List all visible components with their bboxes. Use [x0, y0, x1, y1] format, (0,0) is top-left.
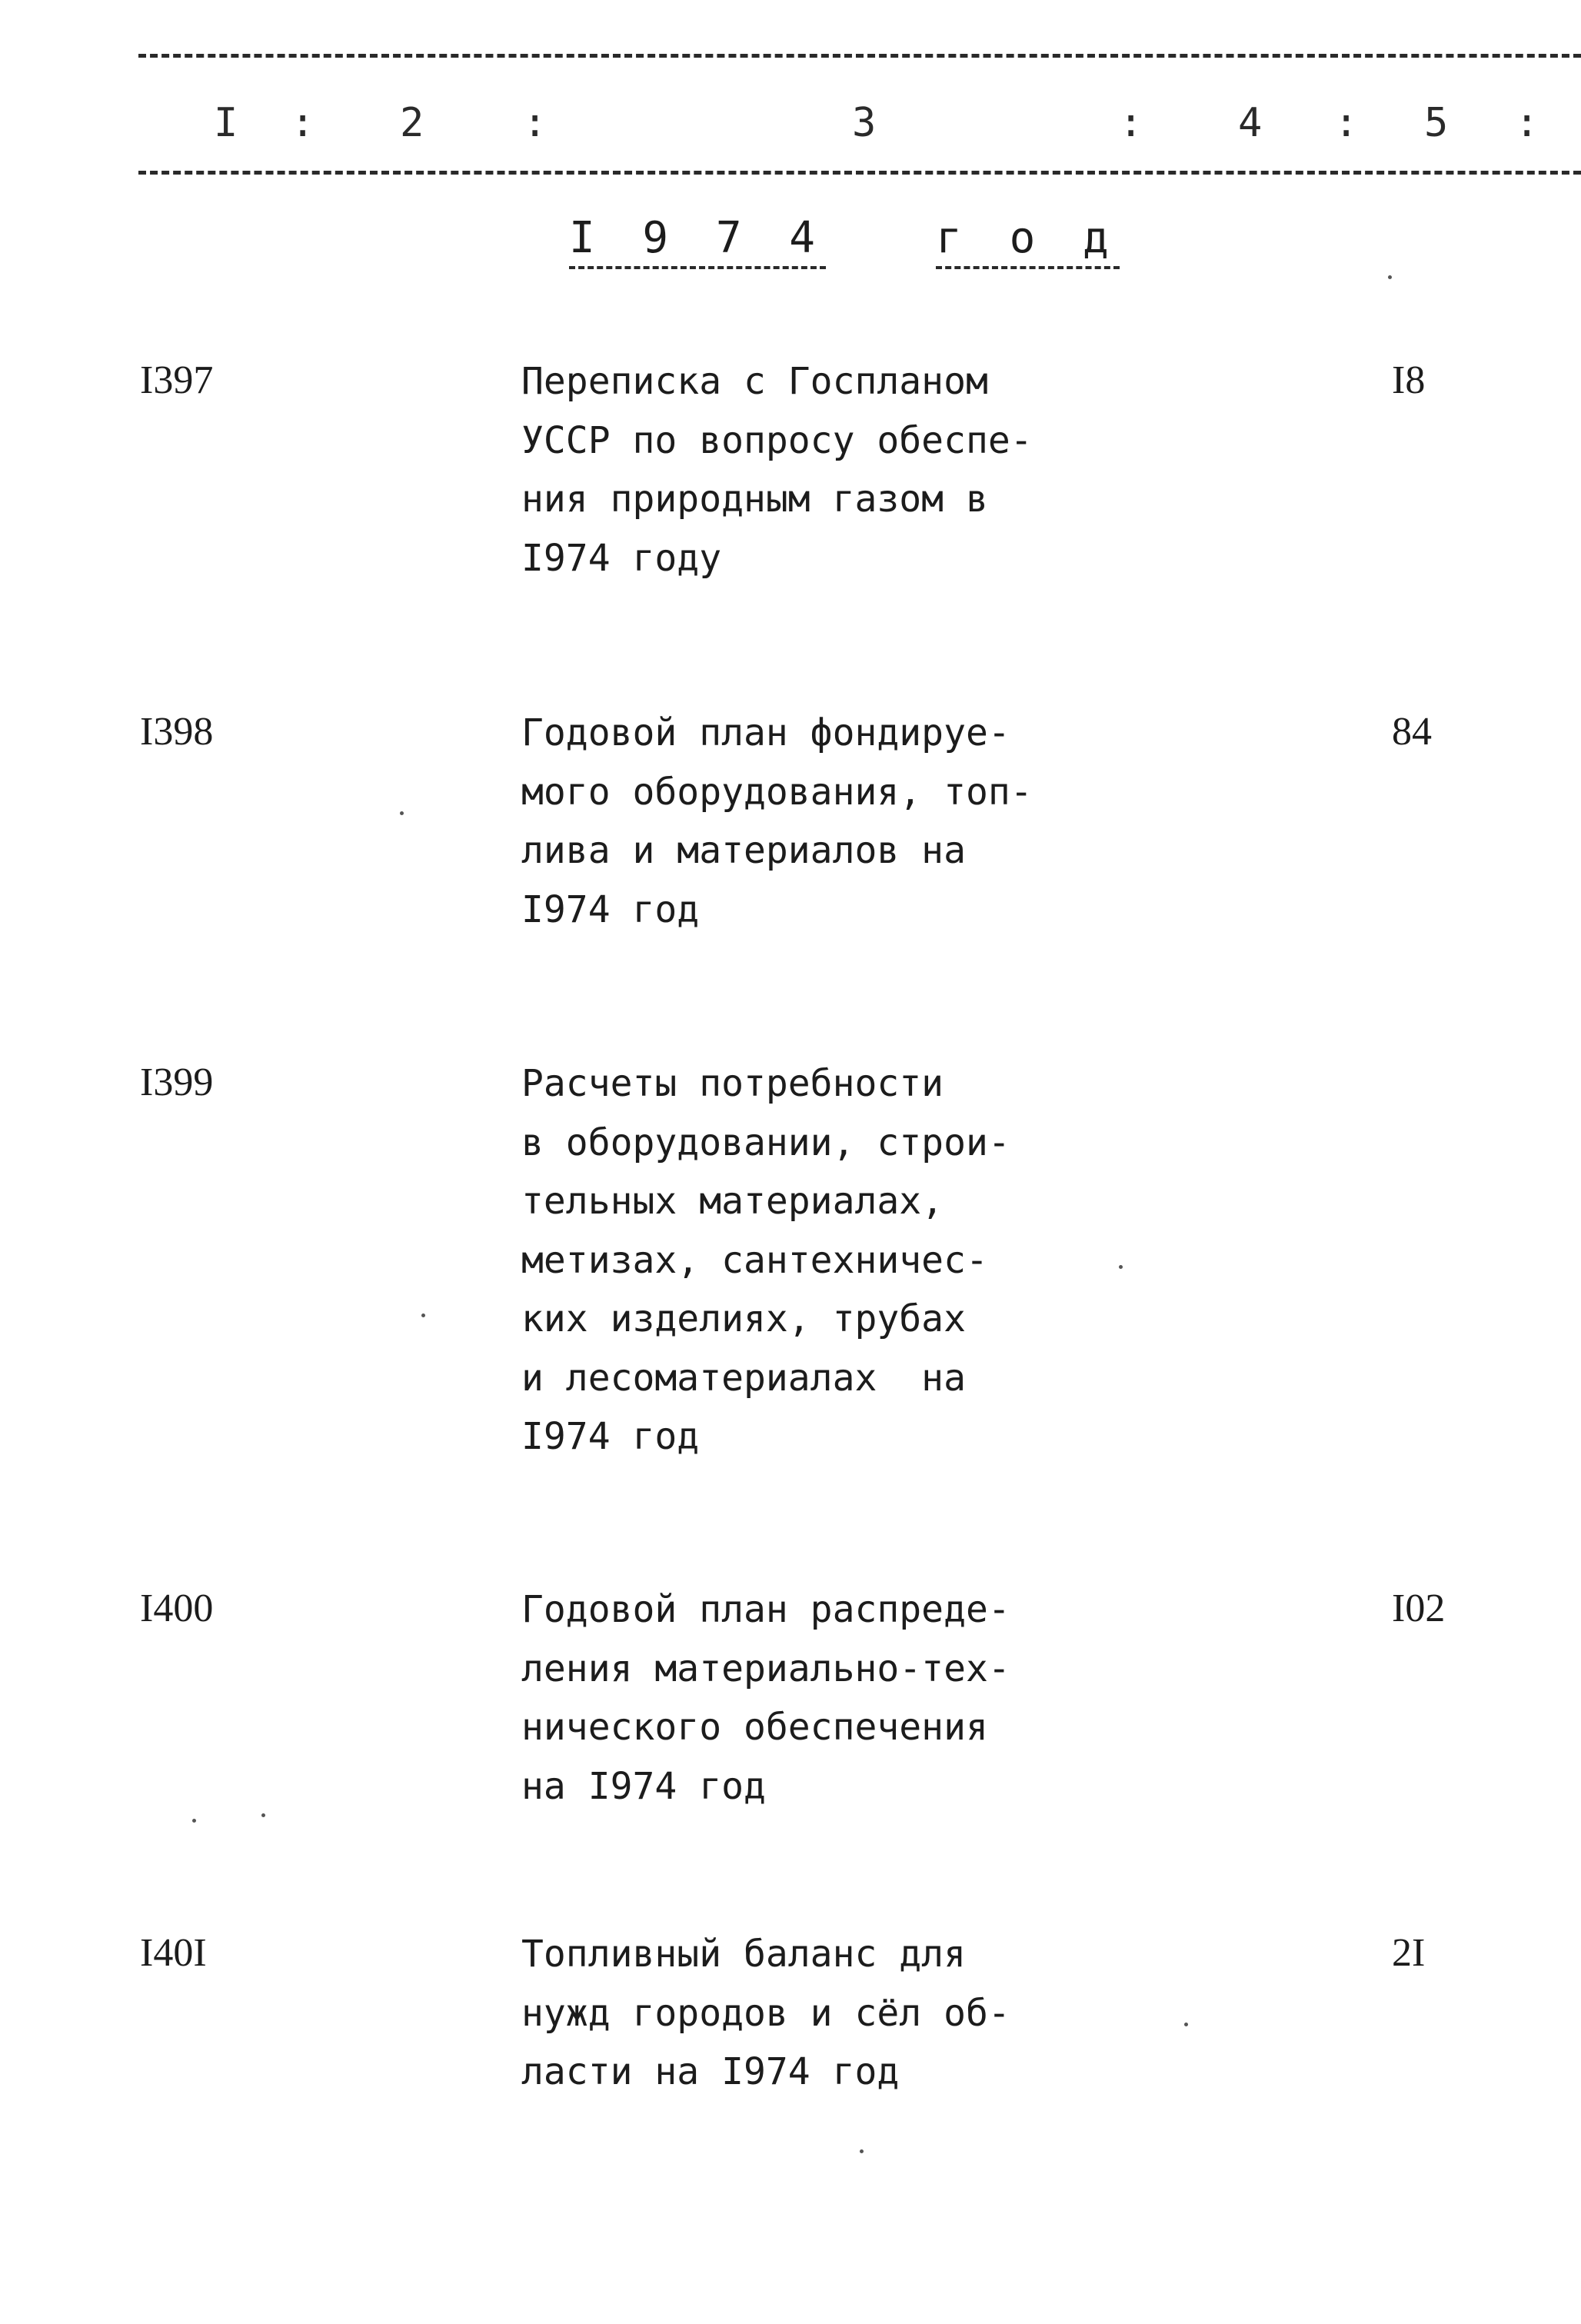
section-year-heading — [569, 211, 1120, 265]
entry-title-line: Переписка с Госпланом — [521, 360, 988, 403]
entry-title-line: Расчеты потребности — [521, 1062, 944, 1105]
entry-title-line: I974 год — [521, 1415, 700, 1458]
entry-sheet-count: I02 — [1392, 1587, 1446, 1630]
entry-title — [521, 352, 1106, 588]
entry-title-line: тельных материалах, — [521, 1180, 944, 1223]
column-separator: : — [1119, 100, 1143, 146]
entry-title-line: ния природным газом в — [521, 478, 988, 521]
entry-number: I399 — [140, 1060, 214, 1104]
header-bottom-rule — [138, 171, 1581, 175]
entry-title — [521, 1054, 1106, 1467]
entry-title-line: лива и материалов на — [521, 829, 966, 872]
entry-title-line: ких изделиях, трубах — [521, 1297, 966, 1340]
entry-title-line: мого оборудования, топ- — [521, 770, 1033, 814]
entry-title-line: ласти на I974 год — [521, 2050, 900, 2093]
entry-title-line: и лесоматериалах на — [521, 1356, 966, 1400]
entry-number: I397 — [140, 358, 214, 402]
entry-title-line: метизах, сантехничес- — [521, 1238, 988, 1282]
entry-title-line: ления материально-тех- — [521, 1646, 1010, 1690]
section-year-word: г о д — [936, 213, 1120, 269]
scan-speck — [400, 811, 404, 815]
column-separator: : — [1334, 100, 1359, 146]
entry-title — [521, 1580, 1106, 1816]
entry-title — [521, 704, 1106, 939]
scan-speck — [1184, 2023, 1188, 2026]
entry-title-line: УССР по вопросу обеспе- — [521, 418, 1033, 462]
scan-speck — [192, 1819, 196, 1823]
column-2-label: 2 — [400, 100, 424, 146]
column-1-label: I — [214, 100, 238, 146]
entry-title-line: нужд городов и сёл об- — [521, 1991, 1010, 2035]
column-separator: : — [523, 100, 548, 146]
column-3-label: 3 — [852, 100, 877, 146]
entry-title-line: нического обеспечения — [521, 1706, 988, 1749]
scan-speck — [1119, 1265, 1123, 1269]
column-separator: : — [291, 100, 315, 146]
section-year: I 9 7 4 — [569, 213, 826, 269]
entry-title-line: I974 год — [521, 887, 700, 931]
column-5-label: 5 — [1424, 100, 1449, 146]
entry-title-line: Топливный баланс для — [521, 1933, 966, 1976]
entry-sheet-count: 84 — [1392, 710, 1432, 754]
entry-title-line: на I974 год — [521, 1764, 766, 1808]
entry-title-line: Годовой план распреде- — [521, 1588, 1010, 1631]
entry-sheet-count: I8 — [1392, 358, 1426, 402]
header-top-rule — [138, 54, 1581, 58]
entry-number: I40I — [140, 1931, 207, 1975]
entry-sheet-count: 2I — [1392, 1931, 1426, 1975]
entry-title — [521, 1925, 1106, 2102]
scan-speck — [421, 1313, 425, 1317]
entry-number: I398 — [140, 710, 214, 754]
entry-title-line: I974 году — [521, 536, 722, 580]
entry-title-line: Годовой план фондируе- — [521, 711, 1010, 754]
scan-speck — [1388, 275, 1392, 279]
scan-speck — [860, 2149, 864, 2153]
column-separator: : — [1515, 100, 1539, 146]
entry-number: I400 — [140, 1587, 214, 1630]
scan-speck — [261, 1813, 265, 1817]
column-4-label: 4 — [1238, 100, 1263, 146]
entry-title-line: в оборудовании, строи- — [521, 1120, 1010, 1164]
